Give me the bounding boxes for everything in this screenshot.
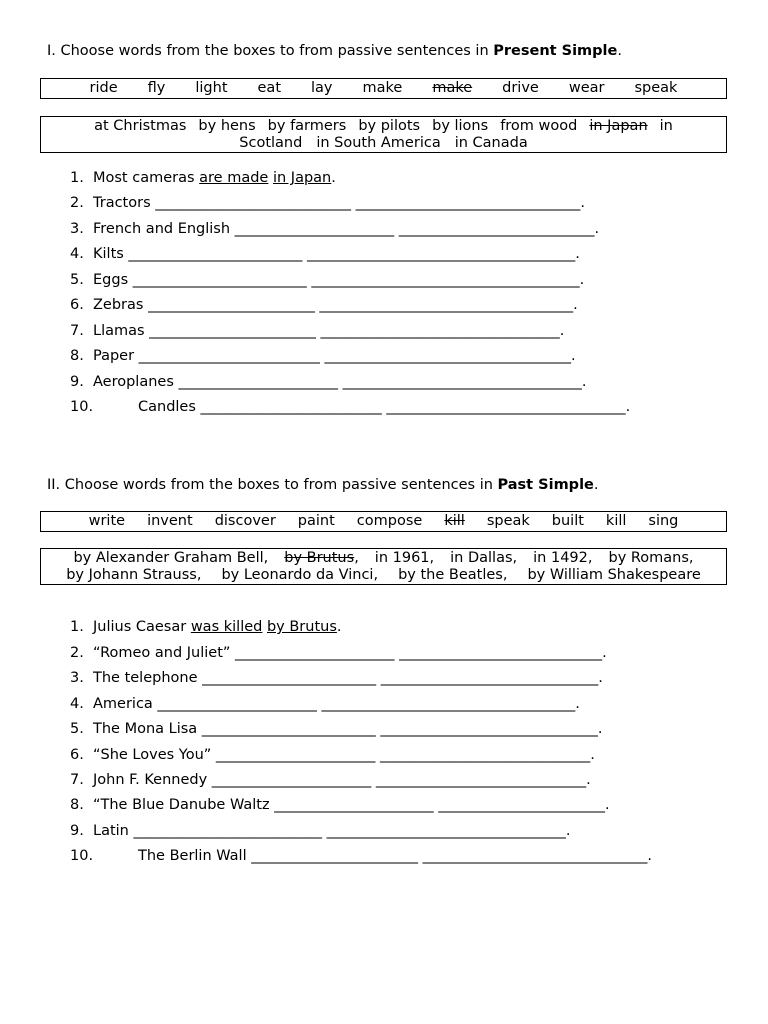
item-sentence: The Berlin Wall _______________________ _______________________________. [138, 848, 652, 865]
item-sentence: Tractors ___________________________ _______________________________. [93, 195, 585, 211]
section1-heading-tense: Present Simple [493, 43, 618, 59]
section2-heading-tense: Past Simple [497, 477, 594, 493]
item-sentence: John F. Kennedy ______________________ _____________________________. [93, 772, 591, 788]
box-word: write [88, 513, 126, 529]
box-word: at Christmas [94, 118, 187, 134]
item-sentence: French and English ______________________ ___________________________. [93, 220, 600, 237]
example-place: by Brutus [266, 619, 337, 635]
box-word: speak [634, 80, 678, 96]
example-end: . [336, 619, 342, 635]
section1-heading-prefix: I. Choose words from the boxes to from passive sentences in [47, 43, 494, 59]
box-word: invent [147, 513, 193, 529]
exercise-item [70, 645, 607, 661]
exercise-item [70, 772, 591, 788]
example-subject: Most cameras [93, 170, 200, 186]
box-word: by Leonardo da Vinci, [221, 567, 379, 583]
exercise-item [70, 670, 603, 686]
exercise-item [70, 399, 630, 415]
item-sentence: Zebras _______________________ ___________________________________. [93, 297, 578, 313]
item-sentence: America ______________________ ___________________________________. [93, 695, 580, 712]
item-sentence: Aeroplanes ______________________ _________________________________. [93, 373, 587, 390]
box-word: by Johann Strauss, [66, 567, 202, 583]
item-number: 5. [70, 271, 84, 288]
box-word: by hens [198, 118, 256, 134]
box-word: in 1961, [374, 550, 435, 566]
item-sentence: “Romeo and Juliet” ______________________ ____________________________. [93, 645, 607, 661]
item-sentence: Candles _________________________ _________________________________. [138, 399, 631, 415]
item-sentence: “The Blue Danube Waltz ______________________ _______________________. [93, 797, 610, 814]
box-word: drive [502, 80, 539, 96]
box-word: discover [214, 513, 276, 529]
item-sentence: The telephone ________________________ ______________________________. [93, 670, 603, 687]
struck-word: make [432, 80, 473, 96]
item-sentence: Llamas _______________________ _________________________________. [93, 322, 565, 339]
box-word: by pilots [358, 118, 421, 134]
example-verb: are made [199, 170, 269, 186]
item-sentence: Kilts ________________________ _____________________________________. [93, 246, 580, 262]
section2-verb-box [40, 511, 727, 532]
exercise-item [70, 696, 580, 712]
exercise-item [70, 195, 585, 211]
section1-phrase-row-1 [41, 118, 726, 135]
item-number: 4. [70, 695, 84, 712]
item-number: 8. [70, 797, 84, 814]
item-number: 7. [70, 322, 84, 339]
exercise-item [70, 721, 603, 737]
item-sentence: Latin __________________________ _________________________________. [93, 822, 571, 839]
exercise-item [70, 848, 652, 864]
item-number: 9. [70, 822, 84, 839]
box-word: by Alexander Graham Bell, [73, 550, 269, 566]
box-word: built [551, 513, 584, 529]
section2-heading [47, 477, 598, 493]
box-word: light [195, 80, 228, 96]
exercise-item [70, 747, 595, 763]
box-word: Scotland [239, 135, 303, 151]
item-number: 9. [70, 373, 84, 390]
item-number: 1. [70, 170, 84, 186]
item-number: 6. [70, 297, 84, 313]
section2-heading-suffix: . [593, 477, 599, 493]
box-word: in Dallas, [450, 550, 518, 566]
item-number: 3. [70, 670, 84, 687]
section2-phrase-row-1 [41, 550, 726, 567]
example-end: . [331, 170, 336, 186]
box-word: in Canada [454, 135, 528, 151]
item-number: 6. [70, 746, 84, 763]
example-place: in Japan [272, 170, 332, 186]
section2-example-item [70, 619, 342, 635]
struck-word: kill [444, 513, 465, 529]
exercise-item [70, 272, 584, 288]
section1-phrase-box [40, 116, 727, 153]
exercise-item [70, 221, 599, 237]
box-word: eat [257, 80, 282, 96]
box-word: fly [147, 80, 166, 96]
box-word: wear [568, 80, 605, 96]
section1-verb-box [40, 78, 727, 99]
section1-heading [47, 43, 622, 59]
example-verb: was killed [190, 619, 263, 635]
example-subject: Julius Caesar [93, 619, 191, 635]
item-number: 5. [70, 721, 84, 738]
box-word: kill [605, 513, 627, 529]
section2-verb-row [41, 513, 726, 530]
item-number: 3. [70, 220, 84, 237]
box-word: lay [311, 80, 333, 96]
item-number: 4. [70, 246, 84, 262]
box-word: ride [89, 80, 118, 96]
section1-phrase-row-2 [41, 135, 726, 152]
item-number: 7. [70, 772, 84, 788]
section2-phrase-box [40, 548, 727, 585]
section1-heading-suffix: . [617, 43, 622, 59]
box-word: in 1492, [533, 550, 593, 566]
box-word: in South America [316, 135, 441, 151]
section1-verb-row [41, 80, 726, 97]
box-word: sing [648, 513, 679, 529]
item-sentence: Eggs ________________________ _____________________________________. [93, 271, 585, 288]
box-word: in [659, 118, 673, 134]
box-word: make [362, 80, 403, 96]
exercise-item [70, 323, 564, 339]
box-word: paint [297, 513, 335, 529]
item-number: 2. [70, 645, 84, 661]
struck-word: by Brutus [284, 550, 355, 566]
exercise-item [70, 823, 570, 839]
box-word: by the Beatles, [398, 567, 508, 583]
exercise-item [70, 297, 578, 313]
box-word: , [354, 550, 359, 566]
item-sentence: Paper _________________________ __________________________________. [93, 348, 576, 364]
box-word: from wood [500, 118, 578, 134]
item-sentence: The Mona Lisa ________________________ ______________________________. [93, 721, 603, 738]
section2-phrase-row-2 [41, 567, 726, 584]
item-number: 10. [70, 848, 94, 865]
box-word: speak [486, 513, 530, 529]
box-word: by lions [432, 118, 489, 134]
item-number: 8. [70, 348, 84, 364]
item-sentence: “She Loves You” ______________________ _____________________________. [93, 746, 595, 763]
item-number: 2. [70, 195, 84, 211]
box-word: compose [356, 513, 423, 529]
box-word: by William Shakespeare [527, 567, 701, 583]
item-number: 1. [70, 619, 84, 635]
box-word: by Romans, [608, 550, 694, 566]
section1-example-item [70, 170, 336, 186]
exercise-item [70, 348, 576, 364]
exercise-item [70, 374, 586, 390]
exercise-item [70, 246, 580, 262]
exercise-item [70, 797, 610, 813]
section2-heading-prefix: II. Choose words from the boxes to from passive sentences in [47, 477, 498, 493]
box-word: by farmers [267, 118, 347, 134]
item-number: 10. [70, 399, 94, 415]
struck-word: in Japan [589, 118, 648, 134]
